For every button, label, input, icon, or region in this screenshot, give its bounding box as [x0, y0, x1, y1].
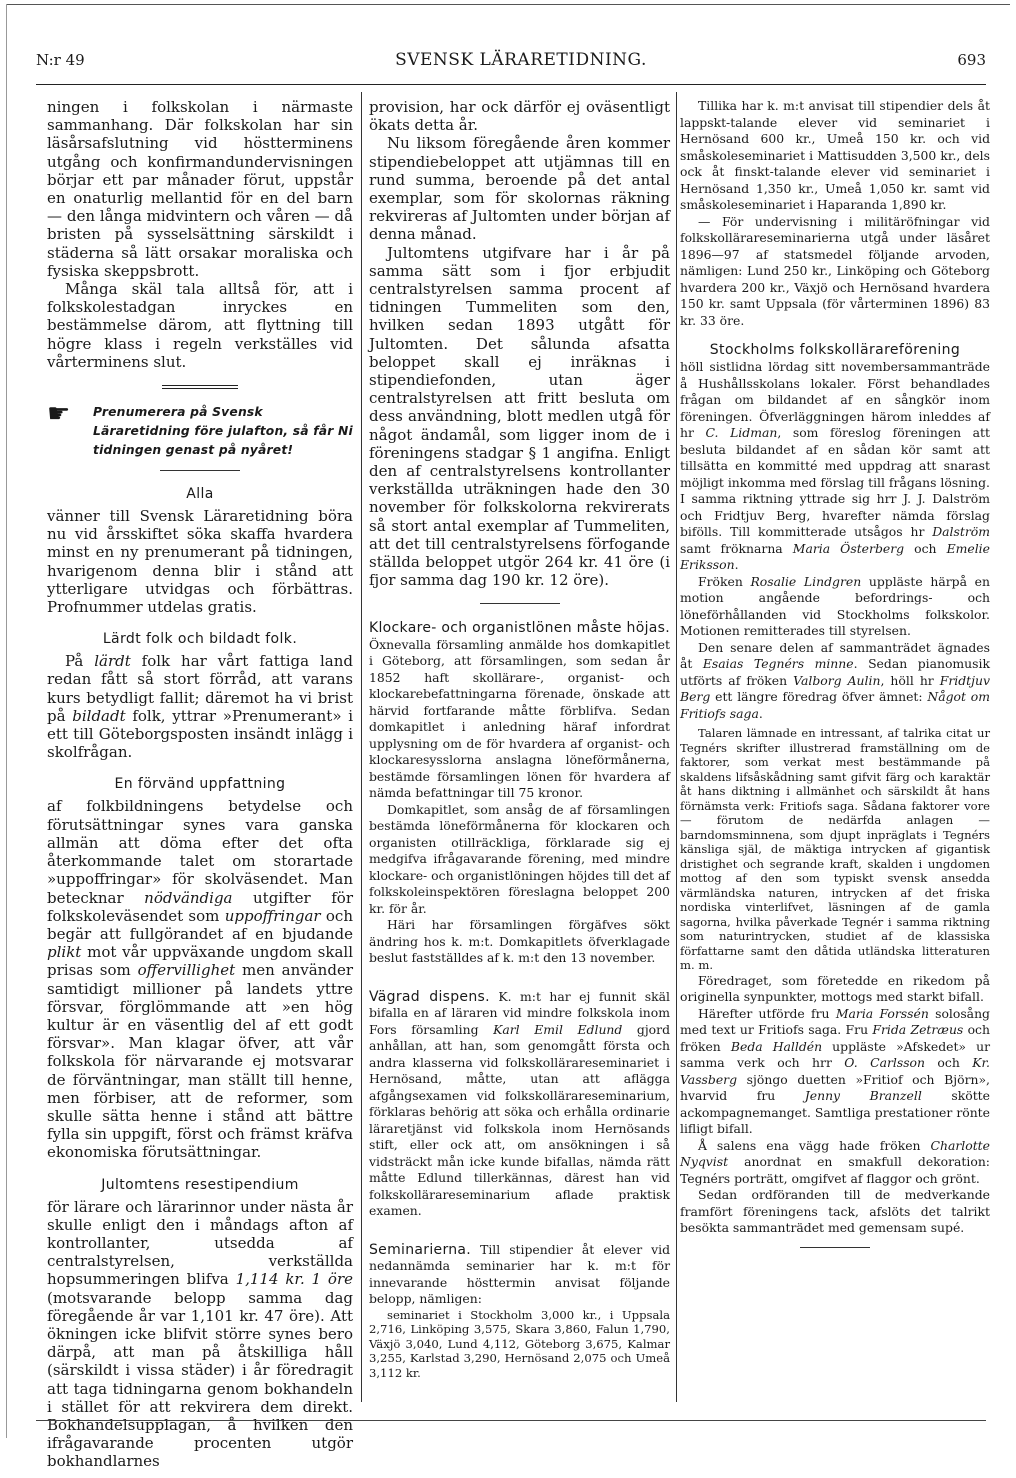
page-border-top	[6, 4, 1010, 5]
article-paragraph: Talaren lämnade en intressant, af talrika citat ur Tegnérs skrifter illustrerad framställning om de faktorer, som verkat mest bestämmande på skaldens lifsåskådning samt gifvit färg och karaktär åt hans diktning i allmänhet och särskildt åt hans förnämsta verk: Fritiofs saga. Sådana faktorer vore — förutom de nedärfda anlagen — barndomsminnena, som djupt inpräglats i Tegnérs känsliga själ, de mäktiga intrycken af gigantisk dristighet och segrande kraft, skalden i ungdomen mottog af den som typiskt svensk ansedda värmländska naturen, intrycken af det friska nordiska vinterlifvet, läsningen af de gamla sagorna, hvilka påverkade Tegnér i samma riktning som naturintrycken, studiet af de klassiska författarne samt den dåtida utländska litteraturen m. m.	[680, 726, 990, 972]
article-paragraph: — För undervisning i militäröfningar vid folkskollärareseminarierna utgå under läsåret 1896—97 af statsmedel följande arvoden, nämligen: Lund 250 kr., Linköping och Göteborg hvardera 200 kr., Växjö och Hernösand hvardera 150 kr. samt Uppsala (för vårterminen 1896) 83 kr. 33 öre.	[680, 213, 990, 328]
page-bottom-rule	[36, 1420, 986, 1421]
article-paragraph: vänner till Svensk Läraretidning böra nu vid årsskiftet söka skaffa hvardera minst en ny prenumerant på tidningen, hvarigenom denna blir i stånd att ytterligare utvidgas och förbättras. Profnummer utdelas gratis.	[47, 507, 353, 617]
section-heading: Alla	[186, 486, 214, 503]
article-paragraph: Domkapitlet, som ansåg de af församlingen bestämda löneförmånerna för klockaren och organisten otillräckliga, förklarade sig ej medgifva ifrågavarande förening, med mindre klockare- och organistlöningen höjdes till det af folkskoleinspektören föreslagna beloppet 200 kr. för år.	[369, 801, 670, 916]
section-heading: Jultomtens resestipendium	[101, 1176, 299, 1193]
pointing-hand-icon: ☛	[47, 399, 71, 430]
column-1	[47, 98, 354, 1471]
article-paragraph: ningen i folkskolan i närmaste sammanhang. Där folkskolan har sin läsårsafslutning vid höstterminens utgång och konfirmandundervisningen börjar ett par månader förut, uppstår en onaturlig mellantid för en del barn — den långa midvintern och våren — då bristen på sysselsättning särskildt i städerna så lätt orsakar moraliska och fysiska skeppsbrott.	[47, 98, 353, 280]
article-paragraph: provision, har ock därför ej oväsentligt ökats detta år.	[369, 98, 670, 135]
notice-text: Prenumerera på Svensk Läraretidning före julafton, så får Ni tidningen genast på nyåret!	[93, 405, 353, 458]
issue-number: N:r 49	[36, 51, 85, 69]
article-paragraph: Föredraget, som företedde en rikedom på originella synpunkter, mottogs med starkt bifall.	[680, 972, 990, 1004]
section-divider	[800, 1247, 870, 1248]
article-paragraph: Klockare- och organistlönen måste höjas. Öxnevalla församling anmälde hos domkapitlet i Göteborg, att församlingen, som sedan år 1852 haft skollärare-, organist- och klockarebefattningarna förenade, önskade att härvid fortfarande måtte förblifva. Sedan domkapitlet i anledning häraf infordrat upplysning om de för hvardera af organist- och klockaresysslorna anslagna löneförmånerna, bestämde församlingen lönen för hvardera af nämda befattningar till 75 kronor.	[369, 620, 670, 801]
column-2	[369, 98, 670, 1408]
article-paragraph: Jultomtens utgifvare har i år på samma sätt som i fjor erbjudit centralstyrelsen samma procent af tidningen Tummeliten som den, hvilken sedan 1893 utgått för Jultomten. Det sålunda afsatta beloppet skall ej inräknas i stipendiefonden, utan äger centralstyrelsen att fritt besluta om dess användning, blott medlen utgå för något ändamål, som ligger inom de i föreningens stadgar § 1 angifna. Enligt den af centralstyrelsens kontrollanter verkställda uträkningen hade den 30 november för folkskolorna rekvirerats så stort antal exemplar af Tummeliten, att det till centralstyrelsens förfogande ställda beloppet utgör 264 kr. 41 öre (i fjor samma dag 190 kr. 12 öre).	[369, 243, 670, 590]
article-paragraph: seminariet i Stockholm 3,000 kr., i Uppsala 2,716, Linköping 3,575, Skara 3,860, Falun 1,790, Växjö 3,040, Lund 4,112, Göteborg 3,675, Kalmar 3,255, Karlstad 3,290, Hernösand 2,075 och Umeå 3,112 kr.	[369, 1307, 670, 1380]
section-divider	[162, 385, 238, 389]
masthead-title: SVENSK LÄRARETIDNING.	[395, 50, 647, 70]
article-paragraph: Sedan ordföranden till de medverkande framfört föreningens tack, afslöts det talrikt besökta sammanträdet med gemensam supé.	[680, 1187, 990, 1235]
article-paragraph: Häri har församlingen förgäfves sökt ändring hos k. m:t. Domkapitlets öfverklagade beslut fastställdes af k. m:t den 13 november.	[369, 917, 670, 966]
article-paragraph: Seminarierna. Till stipendier åt elever vid nedannämda seminarier har k. m:t för innevarande hösttermin anvisat följande belopp, nämligen:	[369, 1241, 670, 1307]
header-rule	[36, 84, 986, 85]
section-heading: Stockholms folkskollärareförening	[709, 342, 961, 358]
article-paragraph: Härefter utförde fru Maria Forssén solosång med text ur Fritiofs saga. Fru Frida Zetræus och fröken Beda Halldén uppläste »Afskedet» ur samma verk och hrr O. Carlsson och Kr. Vassberg sjöngo duetten »Fritiof och Björn», hvarvid fru Jenny Branzell skötte ackompagnemanget. Samtliga prestationer rönte lifligt bifall.	[680, 1005, 990, 1136]
article-paragraph: Vägrad dispens. K. m:t har ej funnit skäl bifalla en af läraren vid mindre folkskola inom Fors församling Karl Emil Edlund gjord anhållan, att han, som genomgått första och andra klasserna vid folkskollärareseminariet i Hernösand, måtte, utan att aflägga afgångsexamen vid folkskollärareseminarium, förklaras behörig att söka och erhålla ordinarie läraretjänst vid folkskola inom Hernösands stift, eller ock att, om ansökningen i så vidsträckt mån icke kunde bifallas, nämda rätt måtte Edlund tillerkännas, därest han vid folkskollärareseminarium aflade praktisk examen.	[369, 988, 671, 1219]
run-in-heading: Vägrad dispens.	[369, 988, 490, 1005]
column-divider	[676, 92, 677, 1402]
article-paragraph: Å salens ena vägg hade fröken Charlotte Nyqvist anordnat en smakfull dekoration: Tegnérs porträtt, omgifvet af flaggor och grönt.	[680, 1137, 990, 1186]
article-paragraph: På lärdt folk har vårt fattiga land redan fått så stort förråd, att varans kurs betydligt fallit; däremot ha vi brist på bildadt folk, yttrar »Prenumerant» i ett till Göteborgsposten insändt inlägg i skolfrågan.	[47, 652, 353, 762]
run-in-heading: Seminarierna.	[369, 1241, 472, 1258]
article-paragraph: för lärare och lärarinnor under nästa år skulle enligt den i måndags afton af kontrollanter, utsedda af centralstyrelsen, verkställda hopsummeringen blifva 1,114 kr. 1 öre (motsvarande belopp samma dag föregående år var 1,101 kr. 47 öre). Att ökningen icke blifvit större synes bero därpå, att man på åtskilliga håll (särskildt i vissa städer) i år föredragit att taga tidningarna genom bokhandeln i stället för att rekvirera dem direkt. Bokhandelsupplagan, å hvilken den ifrågavarande procenten utgör bokhandlarnes	[47, 1197, 354, 1471]
article-paragraph: Många skäl tala alltså för, att i folkskolestadgan inryckes en bestämmelse därom, att flyttning till högre klass i regeln verkställes vid vårterminens slut.	[47, 280, 353, 371]
run-in-heading: Klockare- och organistlönen måste höjas.	[369, 620, 670, 637]
section-divider	[480, 603, 560, 604]
article-paragraph: Fröken Rosalie Lindgren uppläste härpå en motion angående befordrings- och löneförhållanden vid Stockholms folkskolor. Motionen remitterades till styrelsen.	[680, 573, 990, 638]
page-header	[36, 50, 986, 80]
page-number: 693	[957, 51, 986, 69]
article-paragraph: Den senare delen af sammanträdet ägnades åt Esaias Tegnérs minne. Sedan pianomusik utförts af fröken Valborg Aulin, höll hr Fridtjuv Berg ett längre föredrag öfver ämnet: Något om Fritiofs saga.	[680, 639, 990, 721]
article-paragraph: af folkbildningens betydelse och förutsättningar synes vara ganska allmän att döma efter det ofta återkommande talet om storartade »uppoffringar» för skolväsendet. Man betecknar nödvändiga utgifter för folkskoleväsendet som uppoffringar och begär att fullgörandet af en bjudande plikt mot vår uppväxande ungdom skall prisas som offervillighet men använder samtidigt millioner på landets yttre försvar, förglömmande att »en hög kultur är en väsentlig del af ett godt försvar». Man klagar öfver, att vår folkskola för närvarande ej motsvarar de förväntningar, man ställt till henne, men förbiser, att de reformer, som skulle sätta henne i stånd att bättre fylla sin uppgift, först och främst kräfva ekonomiska förutsättningar.	[47, 797, 353, 1162]
section-heading: En förvänd uppfattning	[114, 776, 286, 793]
article-paragraph: Tillika har k. m:t anvisat till stipendier dels åt lappskt-talande elever vid seminariet i Hernösand 600 kr., Umeå 150 kr. och vid småskoleseminariet i Mattisudden 3,500 kr., dels ock åt finskt-talande elever vid seminariet i Hernösand 1,350 kr., Umeå 1,050 kr. samt vid småskoleseminariet i Haparanda 1,890 kr.	[680, 98, 990, 212]
article-paragraph: Nu liksom föregående åren kommer stipendiebeloppet att utjämnas till en rund summa, beroende på det antal exemplar, som för skolornas räkning rekvireras af Jultomten under början af denna månad.	[369, 134, 670, 244]
column-divider	[361, 92, 362, 1402]
section-divider	[160, 470, 240, 471]
article-paragraph: höll sistlidna lördag sitt novembersammanträde å Hushållsskolans lokaler. Först behandlades frågan om bildandet af en sångkör inom föreningen. Öfverläggningen härom inleddes af hr C. Lidman, som föreslog föreningen att besluta bildandet af en sådan kör samt att tillsätta en kommitté med uppdrag att snarast möjligt inkomma med förslag till frågans lösning. I samma riktning yttrade sig hrr J. J. Dalström och Fridtjuv Berg, hvarefter nämda förslag bifölls. Till kommitterade utsågos hr Dalström samt fröknarna Maria Österberg och Emelie Eriksson.	[680, 359, 991, 572]
subscription-notice	[47, 399, 353, 460]
page-border-left	[6, 4, 7, 1438]
section-heading: Lärdt folk och bildadt folk.	[102, 631, 298, 648]
column-3	[680, 98, 990, 1408]
